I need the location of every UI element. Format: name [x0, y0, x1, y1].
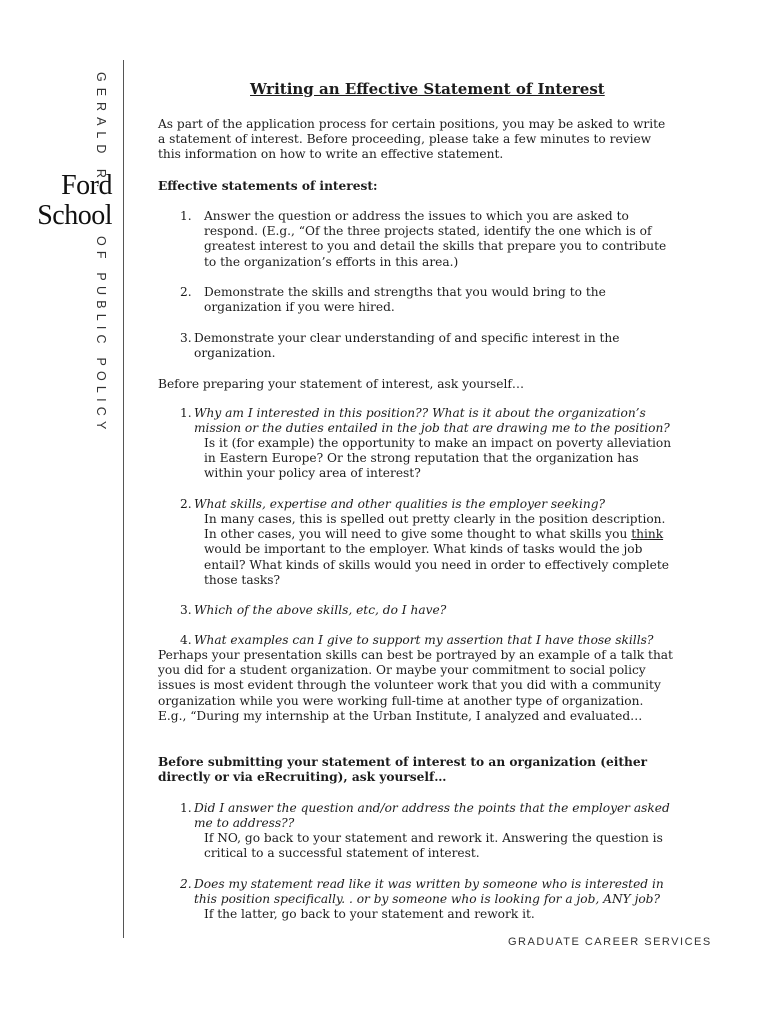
- submit-item-2-num: 2.: [180, 877, 192, 891]
- sidebar-divider: [123, 60, 124, 938]
- ask-item-1-question: Why am I interested in this position?? What is it about the organization’s mission or the duties entailed in the job that are drawing me to the position?: [194, 406, 670, 436]
- ask-item-2-answer: [204, 512, 674, 588]
- ask-item-3-num: 3.: [180, 603, 192, 617]
- sidebar: [0, 0, 124, 1024]
- effective-item-1-num: 1.: [180, 209, 192, 223]
- effective-item-1-text: Answer the question or address the issues to which you are asked to respond. (E.g., “Of the three projects stated, identify the one which is of greatest interest to you and detail the skills that prepare you to contribute to the organization’s efforts in this area.): [204, 209, 667, 269]
- ask-item-2-question: What skills, expertise and other qualities is the employer seeking?: [194, 497, 606, 511]
- footer-graduate-career-services: GRADUATE CAREER SERVICES: [508, 936, 712, 948]
- ask-item-1-num: 1.: [180, 406, 192, 420]
- submit-item-1-question: Did I answer the question and/or address the points that the employer asked me to address??: [194, 801, 670, 831]
- ask-item-3-question: Which of the above skills, etc, do I have?: [194, 603, 447, 617]
- ask-item-2-answer-post: would be important to the employer. What kinds of tasks would the job entail? What kinds of skills would you need in order to effectively complete those tasks?: [204, 542, 669, 587]
- logo-ford: Ford: [61, 170, 112, 201]
- sidebar-of-public-policy: OF PUBLIC POLICY: [94, 236, 108, 435]
- ask-item-2-num: 2.: [180, 497, 192, 511]
- submit-item-1-answer: If NO, go back to your statement and rework it. Answering the question is critical to a successful statement of interest.: [204, 831, 663, 861]
- sidebar-gerald-r: GERALD R.: [94, 72, 108, 194]
- before-submitting-heading: Before submitting your statement of interest to an organization (either directly or via eRecruiting), ask yourself…: [158, 755, 648, 785]
- submit-item-1-num: 1.: [180, 801, 192, 815]
- ask-item-1-answer: Is it (for example) the opportunity to make an impact on poverty alleviation in Eastern Europe? Or the strong reputation that the organization has within your policy area of interest?: [204, 436, 672, 481]
- effective-item-2-num: 2.: [180, 285, 192, 299]
- intro-paragraph: As part of the application process for certain positions, you may be asked to write a statement of interest. Before proceeding, please take a few minutes to review this information on how to write an effective statement.: [158, 117, 666, 162]
- ask-item-4-num: 4.: [180, 633, 192, 647]
- submit-item-2-answer: If the latter, go back to your statement and rework it.: [204, 907, 535, 921]
- before-preparing-paragraph: Before preparing your statement of interest, ask yourself…: [158, 377, 525, 391]
- document-title: Writing an Effective Statement of Interest: [250, 80, 605, 98]
- effective-heading: Effective statements of interest:: [158, 179, 378, 193]
- ask-item-4-answer: Perhaps your presentation skills can best be portrayed by an example of a talk that you did for a student organization. Or maybe your commitment to social policy issues is most evident through the volunteer work that you did with a community organization while you were working full-time at another type of organization. E.g., “During my internship at the Urban Institute, I analyzed and evaluated…: [158, 648, 673, 723]
- ask-item-2-answer-underlined: think: [631, 527, 664, 542]
- ask-item-4-question: What examples can I give to support my assertion that I have those skills?: [194, 633, 654, 647]
- effective-item-2-text: Demonstrate the skills and strengths that you would bring to the organization if you were hired.: [204, 285, 606, 315]
- logo-school: School: [37, 200, 112, 231]
- effective-item-3-num: 3.: [180, 331, 192, 345]
- effective-item-3-text: Demonstrate your clear understanding of and specific interest in the organization.: [194, 331, 620, 361]
- submit-item-2-question: Does my statement read like it was written by someone who is interested in this position specifically. . or by someone who is looking for a job, ANY job?: [194, 877, 664, 907]
- ask-item-2-answer-pre: In many cases, this is spelled out pretty clearly in the position description. In other cases, you will need to give some thought to what skills you: [204, 512, 666, 542]
